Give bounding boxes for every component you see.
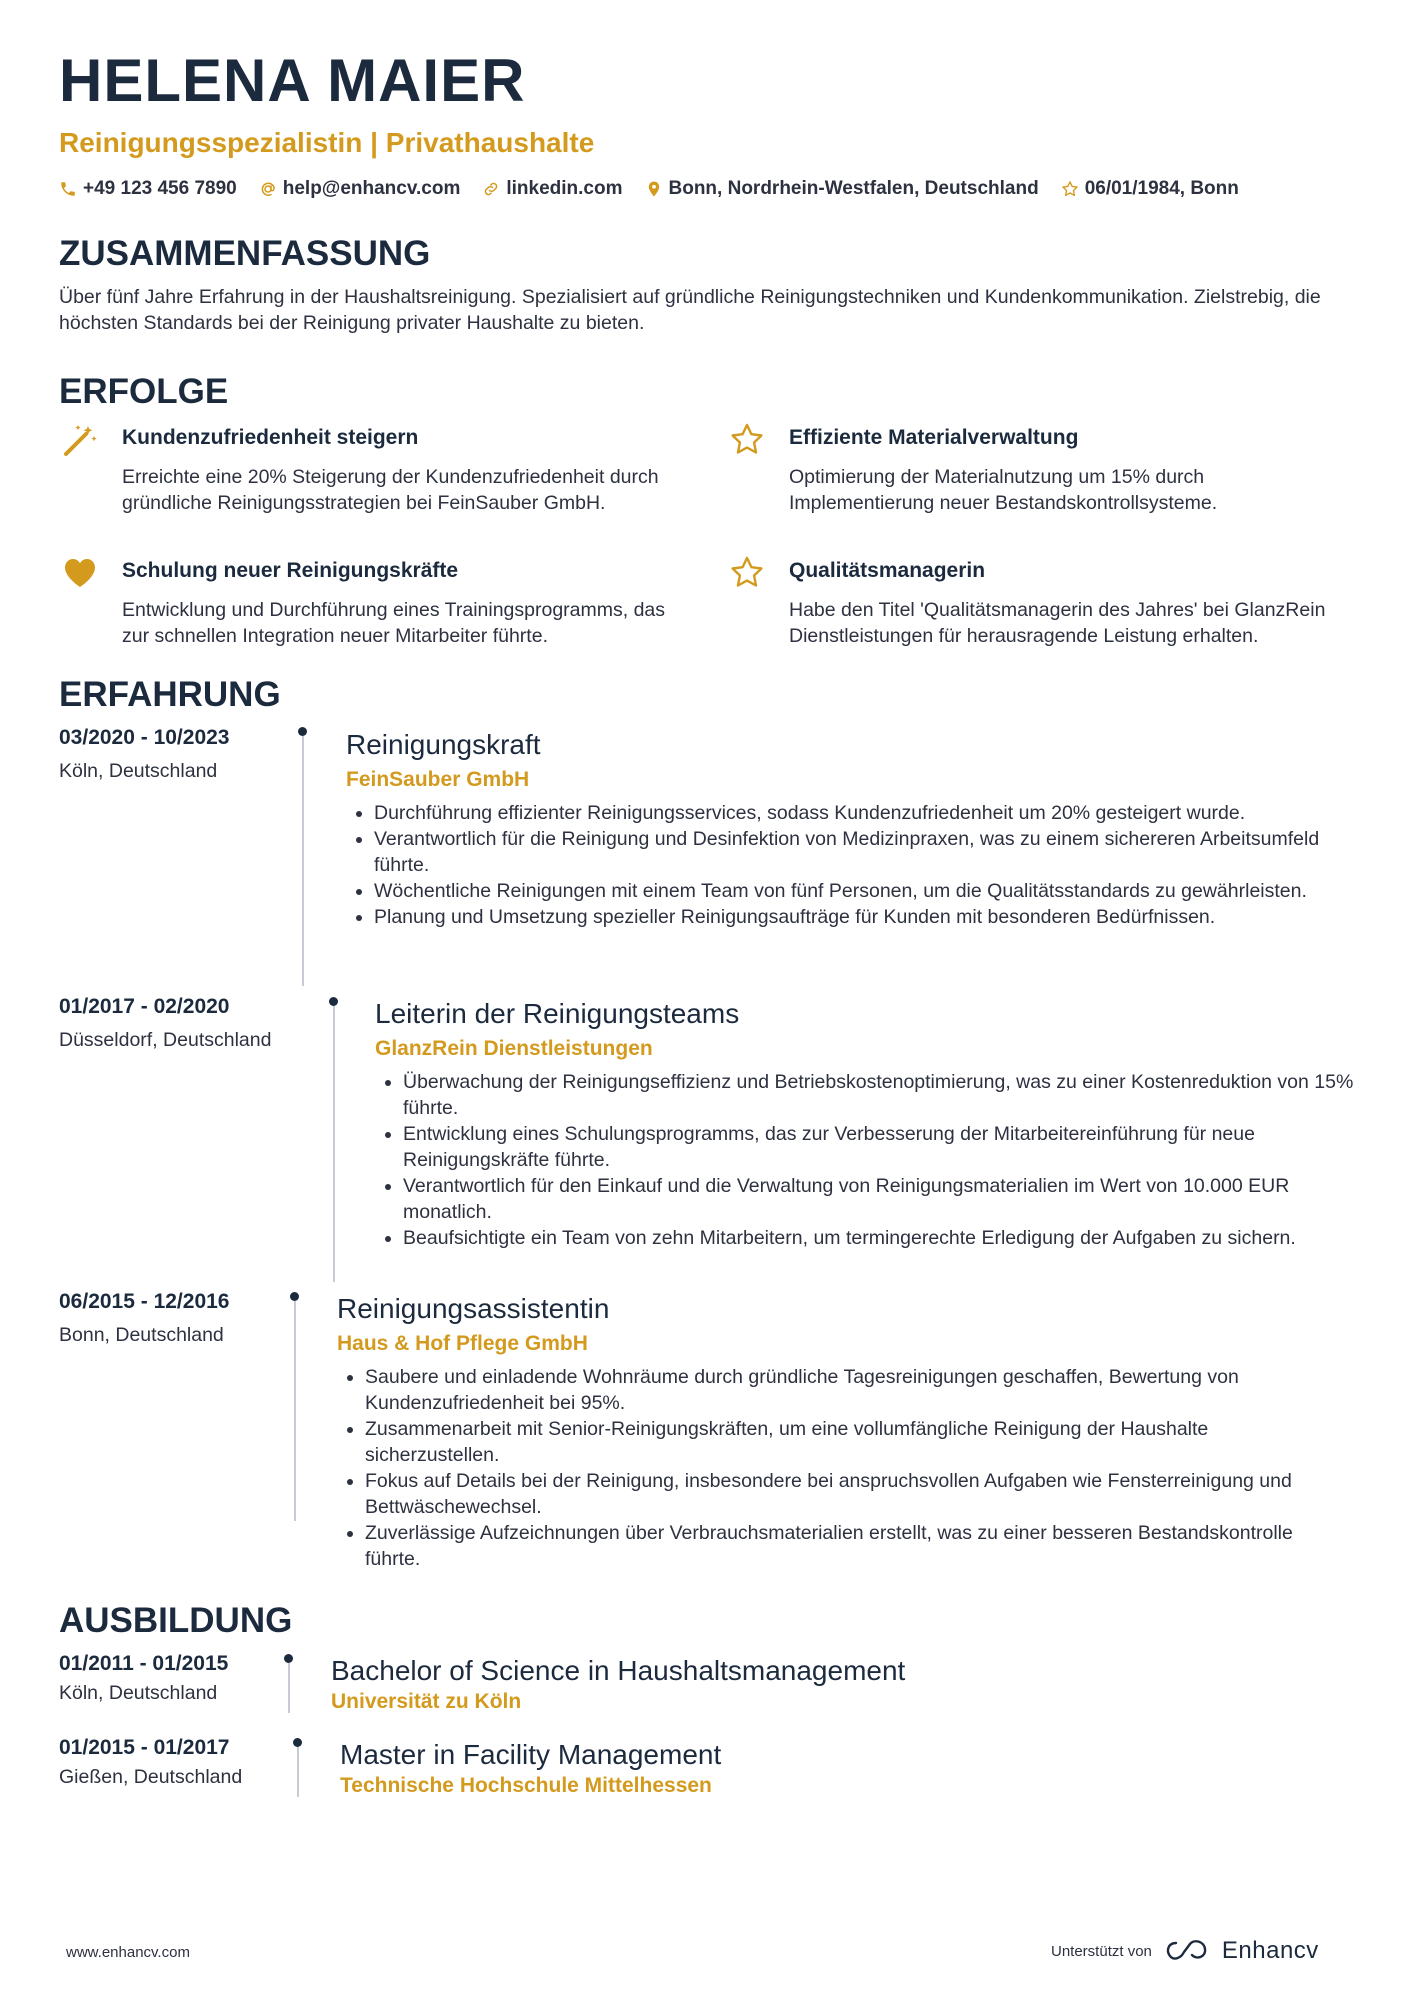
education-school: Universität zu Köln [331,1690,522,1713]
education-entry [340,1738,1340,1798]
education-entry [331,1654,1331,1714]
contact-email-text: help@enhancv.com [282,178,461,199]
contact-birth-text: 06/01/1984, Bonn [1084,178,1239,199]
job-bullet: • Saubere und einladende Wohnräume durch gründliche Tagesreinigungen geschaffen, Bewertung von Kundenzufriedenheit bei 95%. [365,1364,1347,1416]
candidate-name: HELENA MAIER [59,47,526,114]
location-icon [645,180,663,198]
timeline-line [294,1301,296,1521]
star-icon [1061,180,1079,198]
achievements-grid [59,422,1359,692]
job-entry [375,997,1365,1251]
job-location: Köln, Deutschland [59,760,218,782]
job-company: GlanzRein Dienstleistungen [375,1037,653,1060]
star-icon [729,555,765,591]
education-meta [59,1652,289,1705]
achievement-title: Qualitätsmanagerin [789,559,986,582]
brand-name: Enhancv [1221,1937,1319,1964]
job-dates: 06/2015 - 12/2016 [59,1290,230,1313]
magic-wand-icon [62,422,98,458]
footer-website[interactable]: www.enhancv.com [66,1944,190,1961]
job-bullet: • Planung und Umsetzung spezieller Reinigungsaufträge für Kunden mit besonderen Bedürfnissen. [374,904,1346,930]
job-bullets [346,800,1346,930]
job-bullets [337,1364,1347,1572]
achievement-text: Entwicklung und Durchführung eines Trainingsprogramms, das zur schnellen Integration neuer Mitarbeiter führte. [122,599,666,647]
job-meta [59,726,289,783]
summary-heading: ZUSAMMENFASSUNG [59,234,431,273]
education-location: Gießen, Deutschland [59,1766,243,1788]
link-icon [482,180,500,198]
contact-email[interactable] [259,178,461,200]
education-location: Köln, Deutschland [59,1682,218,1704]
job-bullet: • Wöchentliche Reinigungen mit einem Team von fünf Personen, um die Qualitätsstandards zu gewährleisten. [374,878,1346,904]
contact-location [645,178,1039,200]
achievement-text: Erreichte eine 20% Steigerung der Kundenzufriedenheit durch gründliche Reinigungsstrategien bei FeinSauber GmbH. [122,466,659,514]
timeline-dot [298,727,307,736]
job-company: FeinSauber GmbH [346,768,530,791]
resume-page [59,48,1359,692]
job-bullet: • Durchführung effizienter Reinigungsservices, sodass Kundenzufriedenheit um 20% gesteigert wurde. [374,800,1346,826]
contact-bar [59,178,1359,200]
job-bullet: • Zuverlässige Aufzeichnungen über Verbrauchsmaterialien erstellt, was zu einer besseren Bestandskontrolle führte. [365,1520,1347,1572]
contact-linkedin-text: linkedin.com [506,178,623,199]
achievement-title: Effiziente Materialverwaltung [789,426,1079,449]
star-icon [729,422,765,458]
job-bullet: • Verantwortlich für den Einkauf und die Verwaltung von Reinigungsmaterialien im Wert von 10.000 EUR monatlich. [403,1173,1365,1225]
job-bullet: • Überwachung der Reinigungseffizienz und Betriebskostenoptimierung, was zu einer Kostenreduktion von 15% führte. [403,1069,1365,1121]
education-school: Technische Hochschule Mittelhessen [340,1774,712,1797]
achievement-title: Kundenzufriedenheit steigern [122,426,419,449]
timeline-line [288,1663,290,1713]
education-meta [59,1736,289,1789]
candidate-title: Reinigungsspezialistin | Privathaushalte [59,127,595,158]
job-role: Reinigungskraft [346,729,541,760]
achievement-text: Optimierung der Materialnutzung um 15% durch Implementierung neuer Bestandskontrollsysteme. [789,466,1218,514]
job-meta [59,1290,289,1347]
job-dates: 01/2017 - 02/2020 [59,995,230,1018]
powered-by-text: Unterstützt von [1051,1942,1152,1960]
heart-icon [62,555,98,591]
education-degree: Master in Facility Management [340,1739,722,1770]
phone-icon [59,180,77,198]
achievements-heading: ERFOLGE [59,372,229,411]
education-heading: AUSBILDUNG [59,1601,293,1640]
timeline-line [297,1747,299,1797]
timeline-dot [284,1654,293,1663]
summary-text: Über fünf Jahre Erfahrung in der Haushaltsreinigung. Spezialisiert auf gründliche Reinigungstechniken und Kundenkommunikation. Zielstrebig, die höchsten Standards bei der Reinigung privater Haushalte zu bieten. [59,286,1321,334]
job-location: Düsseldorf, Deutschland [59,1029,272,1051]
job-bullet: • Fokus auf Details bei der Reinigung, insbesondere bei anspruchsvollen Aufgaben wie Fensterreinigung und Bettwäschewechsel. [365,1468,1347,1520]
enhancv-logo-icon [1164,1938,1210,1964]
education-degree: Bachelor of Science in Haushaltsmanagement [331,1655,906,1686]
education-dates: 01/2015 - 01/2017 [59,1736,230,1759]
job-entry [337,1292,1347,1572]
achievement-text: Habe den Titel 'Qualitätsmanagerin des Jahres' bei GlanzRein Dienstleistungen für herausragende Leistung erhalten. [789,599,1326,647]
contact-birth [1061,178,1239,200]
job-company: Haus & Hof Pflege GmbH [337,1332,588,1355]
contact-phone-text: +49 123 456 7890 [83,178,237,199]
timeline-line [333,1006,335,1282]
at-icon [259,180,277,198]
timeline-line [302,736,304,986]
job-bullet: • Beaufsichtigte ein Team von zehn Mitarbeitern, um termingerechte Erledigung der Aufgaben zu sichern. [403,1225,1365,1251]
job-meta [59,995,309,1052]
footer-branding [1051,1937,1319,1965]
job-location: Bonn, Deutschland [59,1324,224,1346]
timeline-dot [290,1292,299,1301]
experience-heading: ERFAHRUNG [59,675,281,714]
job-bullet: • Zusammenarbeit mit Senior-Reinigungskräften, um eine vollumfängliche Reinigung der Haushalte sicherzustellen. [365,1416,1347,1468]
contact-linkedin[interactable] [482,178,622,200]
education-dates: 01/2011 - 01/2015 [59,1652,229,1675]
job-bullet: • Verantwortlich für die Reinigung und Desinfektion von Medizinpraxen, was zu einem sichereren Arbeitsumfeld führte. [374,826,1346,878]
contact-phone[interactable] [59,178,237,200]
timeline-dot [293,1738,302,1747]
contact-location-text: Bonn, Nordrhein-Westfalen, Deutschland [668,178,1039,199]
job-role: Leiterin der Reinigungsteams [375,998,740,1029]
job-role: Reinigungsassistentin [337,1293,610,1324]
job-bullet: • Entwicklung eines Schulungsprogramms, das zur Verbesserung der Mitarbeitereinführung für neue Reinigungskräfte führte. [403,1121,1365,1173]
achievement-title: Schulung neuer Reinigungskräfte [122,559,459,582]
job-entry [346,728,1346,930]
job-bullets [375,1069,1365,1251]
timeline-dot [329,997,338,1006]
job-dates: 03/2020 - 10/2023 [59,726,230,749]
